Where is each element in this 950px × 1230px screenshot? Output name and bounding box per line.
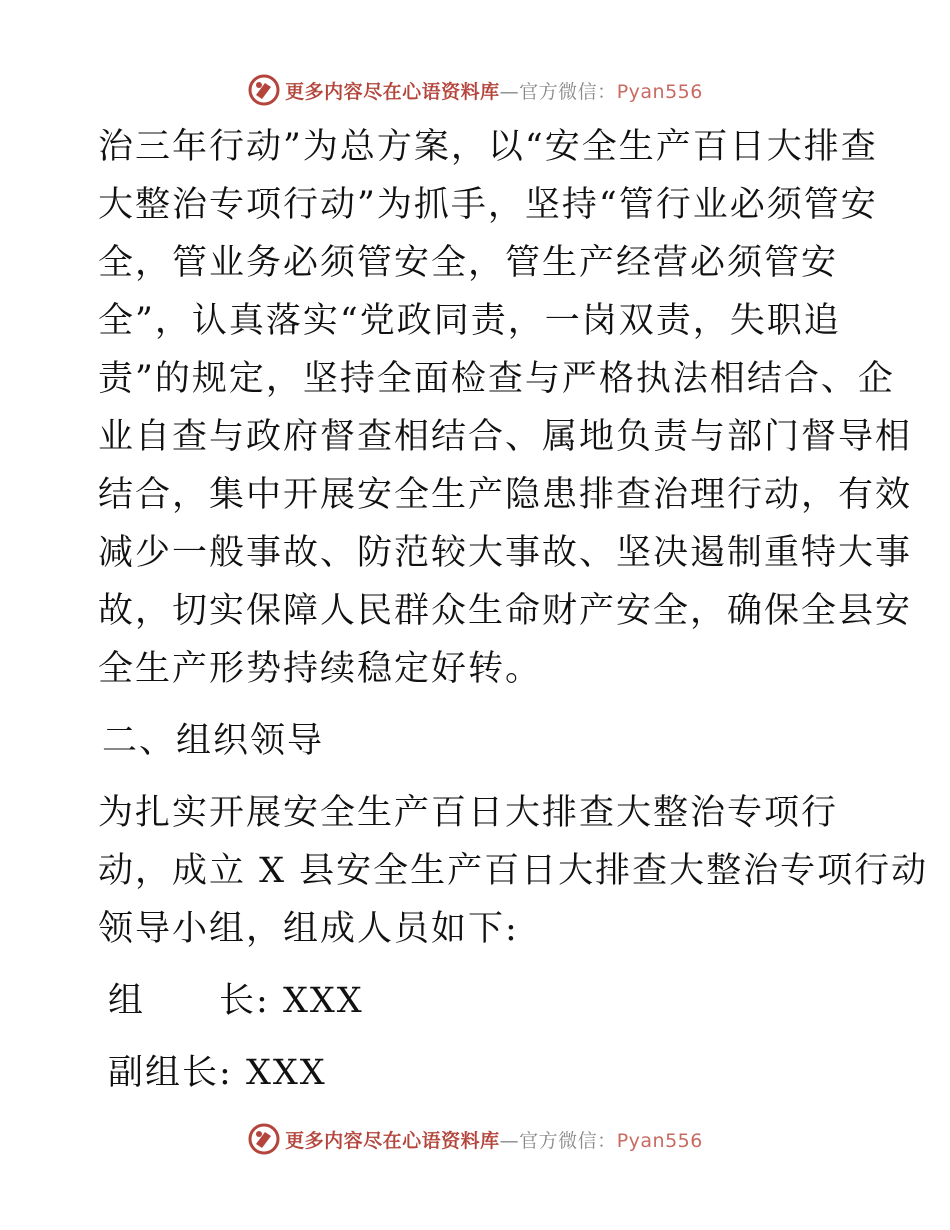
text-line: 动，成立 X 县安全生产百日大排查大整治专项行动 [98, 851, 929, 891]
member-role: 副组长 [108, 1053, 220, 1093]
watermark-brand: 更多内容尽在心语资料库 [285, 1129, 500, 1152]
member-leader: 组 长: XXX [108, 981, 364, 1021]
watermark-wechat-id: Pyan556 [616, 1129, 703, 1152]
text-line: 故，切实保障人民群众生命财产安全，确保全县安 [98, 591, 913, 631]
document-body [98, 118, 929, 1102]
text-line: 治三年行动”为总方案，以“安全生产百日大排查 [98, 127, 878, 167]
watermark-sub: 官方微信： [519, 1129, 617, 1152]
member-role: 组 长 [108, 981, 257, 1021]
watermark-text [285, 77, 703, 104]
watermark-brand: 更多内容尽在心语资料库 [285, 80, 500, 103]
watermark-wechat-id: Pyan556 [616, 80, 703, 103]
text-line: 全”，认真落实“党政同责，一岗双责，失职追 [98, 301, 841, 341]
paragraph-goals [98, 118, 913, 698]
header-watermark [0, 70, 950, 110]
member-deputy-leader: 副组长: XXX [108, 1053, 327, 1093]
footer-watermark [0, 1119, 950, 1159]
member-name: XXX [245, 1053, 327, 1093]
watermark-text [285, 1126, 703, 1153]
text-line: 结合，集中开展安全生产隐患排查治理行动，有效 [98, 475, 913, 515]
paragraph-organization [98, 784, 929, 958]
text-line: 全，管业务必须管安全，管生产经营必须管安 [98, 243, 839, 283]
watermark-dash: — [499, 1129, 520, 1152]
text-line: 业自查与政府督查相结合、属地负责与部门督导相 [98, 417, 913, 457]
section-heading: 二、组织领导 [102, 721, 325, 761]
text-line: 领导小组，组成人员如下: [98, 909, 519, 949]
watermark-sub: 官方微信： [519, 80, 617, 103]
brand-logo-icon [247, 73, 281, 107]
brand-logo-icon [247, 1122, 281, 1156]
text-line: 减少一般事故、防范较大事故、坚决遏制重特大事 [98, 533, 913, 573]
text-line: 为扎实开展安全生产百日大排查大整治专项行 [98, 793, 839, 833]
member-name: XXX [282, 981, 364, 1021]
text-line: 全生产形势持续稳定好转。 [98, 649, 543, 689]
text-line: 大整治专项行动”为抓手，坚持“管行业必须管安 [98, 185, 878, 225]
text-line: 责”的规定，坚持全面检查与严格执法相结合、企 [98, 359, 895, 399]
watermark-dash: — [499, 80, 520, 103]
